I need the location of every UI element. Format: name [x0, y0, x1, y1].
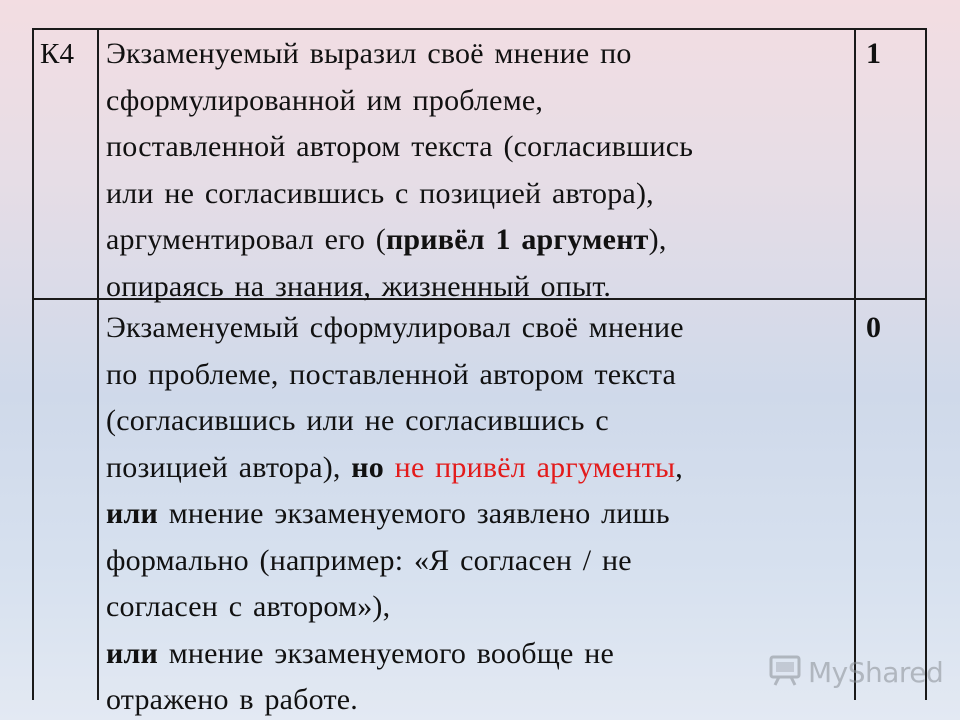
- criterion-code: К4: [40, 38, 75, 70]
- projector-icon: [768, 654, 802, 691]
- criterion-description-row1: [106, 31, 851, 310]
- score-row1: 1: [866, 37, 882, 70]
- criteria-table: [32, 28, 927, 716]
- row2-line: отражено в работе.: [106, 683, 358, 716]
- row2-line: согласен с автором»),: [106, 590, 391, 623]
- row2-line4-red: не привёл аргументы: [383, 450, 676, 484]
- row2-line: [106, 445, 851, 492]
- row2-line5-rest: мнение экзаменуемого заявлено лишь: [158, 497, 670, 530]
- row2-line8-bold: или: [106, 636, 159, 670]
- row2-line: Экзаменуемый сформулировал своё мнение: [106, 311, 684, 344]
- row1-line: опираясь на знания, жизненный опыт.: [106, 269, 612, 303]
- row2-line: [106, 631, 851, 678]
- row2-line: [106, 491, 851, 538]
- watermark-text: MyShared: [808, 655, 944, 689]
- row1-line: [106, 217, 851, 264]
- row1-line5-pre: аргументировал его (: [106, 223, 386, 256]
- table-border-left: [32, 28, 34, 700]
- row2-line4-bold: но: [351, 450, 384, 484]
- row2-line4-pre: позицией автора),: [106, 450, 352, 484]
- column-divider-2: [854, 28, 856, 700]
- row2-line5-bold: или: [106, 497, 159, 530]
- score-row2: 0: [866, 311, 882, 344]
- row2-line: (согласившись или не согласившись с: [106, 404, 609, 437]
- table-border-top: [32, 28, 927, 30]
- column-divider-1: [97, 28, 99, 700]
- row1-line5-post: ),: [648, 223, 667, 256]
- row1-line: сформулированной им проблеме,: [106, 83, 544, 117]
- row2-line8-rest: мнение экзаменуемого вообще не: [158, 636, 615, 670]
- row2-line: по проблеме, поставленной автором текста: [106, 357, 677, 391]
- row1-line: поставленной автором текста (согласившись: [106, 130, 694, 163]
- criterion-description-row2: [106, 305, 851, 720]
- row1-line: или не согласившись с позицией автора),: [106, 176, 654, 210]
- watermark-logo: [768, 654, 943, 690]
- row1-line5-bold: привёл 1 аргумент: [385, 223, 649, 256]
- row2-line4-post: ,: [675, 450, 683, 484]
- table-border-right: [925, 28, 927, 700]
- row1-line: Экзаменуемый выразил своё мнение по: [106, 37, 632, 70]
- row2-line: формально (например: «Я согласен / не: [106, 543, 632, 577]
